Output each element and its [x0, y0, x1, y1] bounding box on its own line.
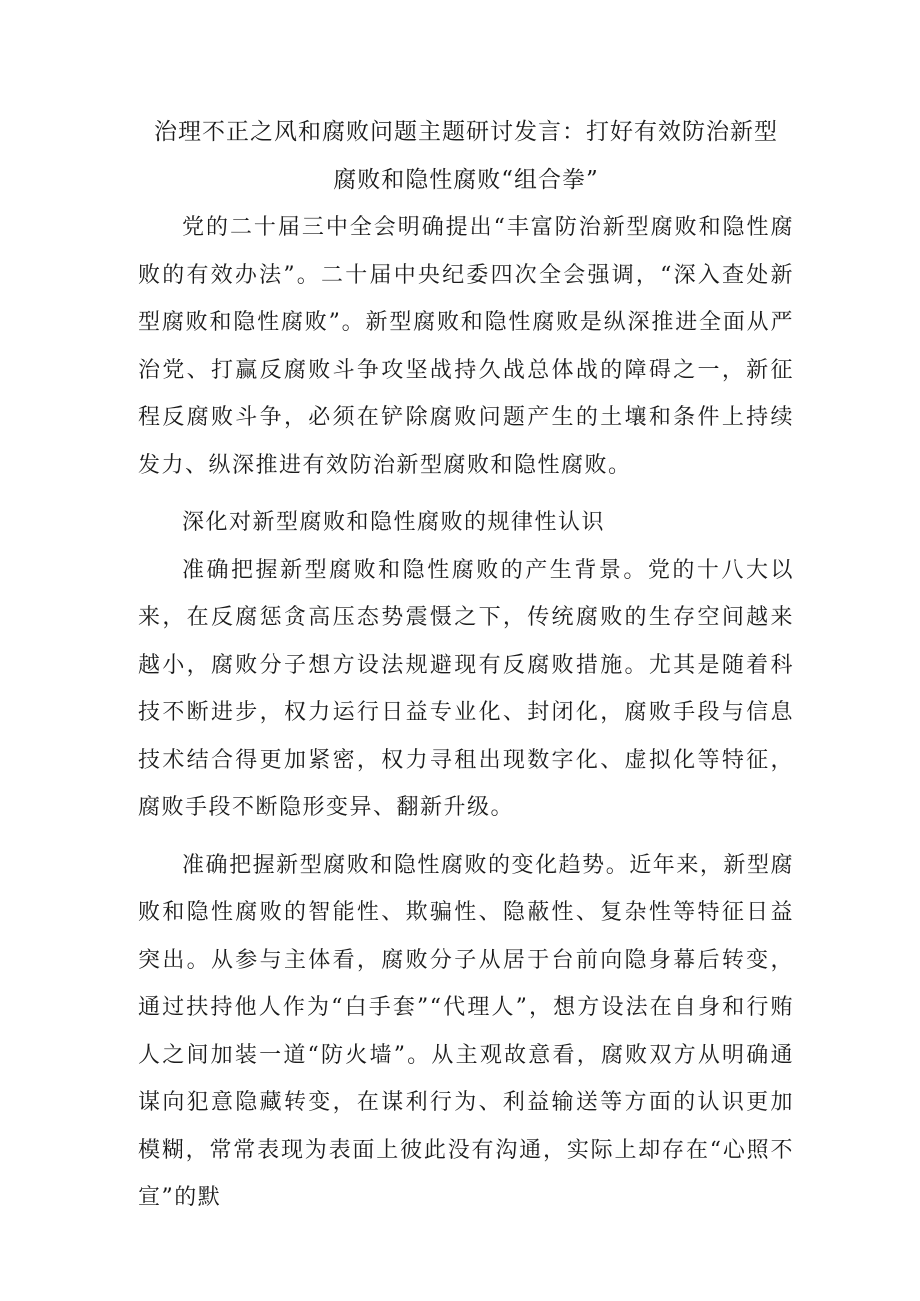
title-line-1: 治理不正之风和腐败问题主题研讨发言：打好有效防治新型 [154, 119, 778, 145]
paragraph-intro: 党的二十届三中全会明确提出“丰富防治新型腐败和隐性腐败的有效办法”。二十届中央纪委四次全会强调，“深入查处新型腐败和隐性腐败”。新型腐败和隐性腐败是纵深推进全面从严治党、打赢反腐败斗争攻坚战持久战总体战的障碍之一，新征程反腐败斗争，必须在铲除腐败问题产生的土壤和条件上持续发力、纵深推进有效防治新型腐败和隐性腐败。 [138, 215, 794, 478]
paragraph-trends: 准确把握新型腐败和隐性腐败的变化趋势。近年来，新型腐败和隐性腐败的智能性、欺骗性、隐蔽性、复杂性等特征日益突出。从参与主体看，腐败分子从居于台前向隐身幕后转变，通过扶持他人作为“白手套”“代理人”，想方设法在自身和行贿人之间加装一道“防火墙”。从主观故意看，腐败双方从明确通谋向犯意隐藏转变，在谋利行为、利益输送等方面的认识更加模糊，常常表现为表面上彼此没有沟通，实际上却存在“心照不宣”的默 [138, 852, 794, 1210]
spacer [138, 832, 794, 842]
document-title [138, 108, 794, 204]
paragraph-background: 准确把握新型腐败和隐性腐败的产生背景。党的十八大以来，在反腐惩贪高压态势震慑之下，传统腐败的生存空间越来越小，腐败分子想方设法规避现有反腐败措施。尤其是随着科技不断进步，权力运行日益专业化、封闭化，腐败手段与信息技术结合得更加紧密，权力寻租出现数字化、虚拟化等特征，腐败手段不断隐形变异、翻新升级。 [138, 557, 794, 820]
document-page [138, 108, 794, 1222]
title-line-2: 腐败和隐性腐败“组合拳” [333, 167, 599, 193]
spacer [138, 489, 794, 499]
section-heading: 深化对新型腐败和隐性腐败的规律性认识 [182, 510, 606, 535]
